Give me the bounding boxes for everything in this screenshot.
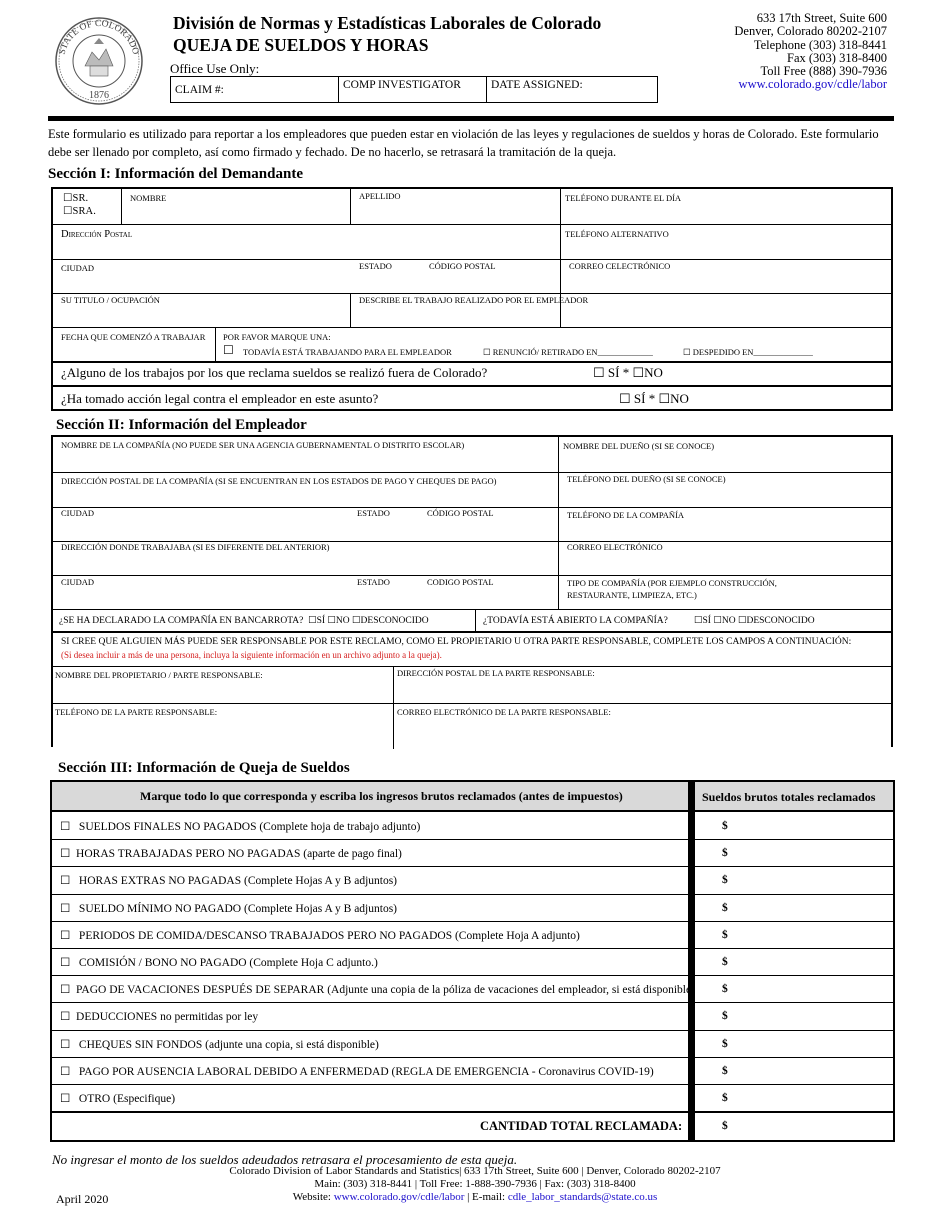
section1-title: Sección I: Información del Demandante (48, 166, 303, 182)
claim-row-divider (50, 839, 895, 840)
alt-phone-field[interactable]: TELÉFONO ALTERNATIVO (565, 229, 669, 239)
page-title: División de Normas y Estadísticas Laborales de Colorado QUEJA DE SUELDOS Y HORAS (173, 13, 602, 55)
claim-amount-field[interactable]: $ (722, 1010, 728, 1023)
resigned-checkbox[interactable]: ☐ RENUNCIÓ/ RETIRADO EN_____________ (483, 347, 653, 357)
claim-field[interactable]: CLAIM #: (171, 77, 339, 102)
claim-type-checkbox[interactable]: ☐ HORAS TRABAJADAS PERO NO PAGADAS (aparte de pago final) (60, 848, 402, 861)
footer-email-link[interactable]: cdle_labor_standards@state.co.us (507, 1191, 658, 1203)
work-address-field[interactable]: DIRECCIÓN DONDE TRABAJABA (SI ES DIFERENTE DEL ANTERIOR) (61, 542, 330, 552)
state-seal-logo (54, 16, 144, 106)
agency-website-link[interactable]: www.colorado.gov/cdle/labor (738, 77, 887, 92)
header-divider (48, 116, 894, 121)
footer-phones: Main: (303) 318-8441 | Toll Free: 1-888-390-7936 | Fax: (303) 318-8400 (314, 1178, 636, 1190)
footer-note: No ingresar el monto de los sueldos adeudados retrasara el procesamiento de esta queja. (52, 1152, 518, 1167)
comp-investigator-field[interactable]: COMP INVESTIGATOR (339, 77, 487, 102)
claim-amount-field[interactable]: $ (722, 1064, 728, 1077)
responsible-email-field[interactable]: CORREO ELECTRÓNICO DE LA PARTE RESPONSABLE: (397, 707, 611, 717)
claim-amount-field[interactable]: $ (722, 1092, 728, 1104)
last-name-field[interactable]: APELLIDO (359, 191, 401, 201)
legal-action-question: ¿Ha tomado acción legal contra el empleador en este asunto? (61, 391, 379, 406)
outside-colorado-question: ¿Alguno de los trabajos por los que reclama sueldos se realizó fuera de Colorado? (61, 365, 488, 380)
owner-responsible-name-field[interactable]: NOMBRE DEL PROPIETARIO / PARTE RESPONSABLE: (55, 670, 263, 680)
claim-type-checkbox[interactable]: ☐ CHEQUES SIN FONDOS (adjunte una copia, si está disponible) (60, 1038, 379, 1051)
title-selector[interactable] (63, 192, 96, 218)
city-field[interactable]: CIUDAD (61, 263, 95, 273)
section2-title: Sección II: Información del Empleador (56, 417, 307, 433)
responsible-address-field[interactable]: DIRECCIÓN POSTAL DE LA PARTE RESPONSABLE: (397, 668, 595, 678)
form-date: April 2020 (56, 1192, 109, 1206)
office-use-box (170, 76, 658, 103)
sr-checkbox[interactable]: ☐SR. (63, 193, 89, 204)
employment-status-label: POR FAVOR MARQUE UNA: (223, 332, 331, 342)
claim-table-col2-header: Sueldos brutos totales reclamados (702, 790, 876, 804)
company-name-field[interactable]: NOMBRE DE LA COMPAÑÍA (NO PUEDE SER UNA AGENCIA GUBERNAMENTAL O DISTRITO ESCOLAR) (61, 440, 465, 450)
section2-form (51, 435, 893, 747)
claim-type-checkbox[interactable]: ☐ OTRO (Especifique) (60, 1093, 176, 1105)
company-address-field[interactable]: DIRECCIÓN POSTAL DE LA COMPAÑÍA (SI SE ENCUENTRAN EN LOS ESTADOS DE PAGO Y CHEQUES DE PAGO) (61, 476, 497, 486)
work-state-field[interactable]: ESTADO (357, 577, 390, 587)
total-claimed-amount[interactable]: $ (722, 1120, 728, 1132)
start-date-field[interactable]: FECHA QUE COMENZÓ A TRABAJAR (61, 332, 206, 342)
mailing-address-field[interactable]: Dirección Postal (61, 229, 133, 240)
date-assigned-field[interactable]: DATE ASSIGNED: (491, 79, 583, 91)
owner-phone-field[interactable]: TELÉFONO DEL DUEÑO (SI SE CONOCE) (567, 474, 726, 484)
responsible-phone-field[interactable]: TELÉFONO DE LA PARTE RESPONSABLE: (55, 707, 218, 717)
claim-type-checkbox[interactable]: ☐ DEDUCCIONES no permitidas por ley (60, 1011, 259, 1024)
claim-amount-field[interactable]: $ (722, 847, 728, 860)
claim-amount-field[interactable]: $ (722, 983, 728, 996)
claim-amount-field[interactable]: $ (722, 820, 728, 832)
claim-amount-field[interactable]: $ (722, 928, 728, 941)
claim-amount-field[interactable]: $ (722, 956, 728, 968)
claim-type-checkbox[interactable]: ☐ SUELDO MÍNIMO NO PAGADO (Complete Hojas A y B adjuntos) (60, 902, 397, 915)
footer-contact: Website: www.colorado.gov/cdle/labor | E-mail: cdle_labor_standards@state.co.us (292, 1191, 658, 1203)
bankruptcy-question[interactable]: ¿SE HA DECLARADO LA COMPAÑÍA EN BANCARROTA? ☐SÍ ☐NO ☐DESCONOCIDO (59, 616, 429, 626)
claim-row-divider (50, 975, 895, 976)
agency-address: 633 17th Street, Suite 600 Denver, Colorado 80202-2107 Telephone (303) 318-8441 Fax (303) 318-8400 Toll Free (888) 390-7936 www.colorado.gov/cdle/labor (734, 11, 887, 92)
claim-row-divider (50, 1030, 895, 1031)
owner-name-field[interactable]: NOMBRE DEL DUEÑO (SI SE CONOCE) (563, 441, 715, 451)
company-zip-field[interactable]: CÓDIGO POSTAL (427, 508, 494, 518)
intro-paragraph: Este formulario es utilizado para reportar a los empleadores que pueden estar en violación de las leyes y regulaciones de sueldos y horas de Colorado. Este formulario debe ser llenado por completo, así como firmado y fechado. De no hacerlo, se retrasará la tramitación de la queja. (48, 127, 879, 159)
company-state-field[interactable]: ESTADO (357, 508, 390, 518)
first-name-field[interactable]: NOMBRE (130, 193, 167, 203)
claim-type-checkbox[interactable]: ☐ PERIODOS DE COMIDA/DESCANSO TRABAJADOS PERO NO PAGADOS (Complete Hoja A adjunto) (60, 929, 580, 942)
claim-table-col1-header: Marque todo lo que corresponda y escriba los ingresos brutos reclamados (antes de impuestos) (140, 789, 623, 803)
section1-form (51, 187, 893, 411)
claim-type-checkbox[interactable]: ☐ PAGO POR AUSENCIA LABORAL DEBIDO A ENFERMEDAD (REGLA DE EMERGENCIA - Coronavirus COVID-19) (60, 1065, 654, 1078)
claim-amount-field[interactable]: $ (722, 901, 728, 914)
seal-year: 1876 (89, 90, 109, 101)
outside-colorado-answer[interactable]: ☐ SÍ * ☐NO (593, 365, 663, 380)
company-type-field[interactable]: TIPO DE COMPAÑÍA (POR EJEMPLO CONSTRUCCIÓN, RESTAURANTE, LIMPIEZA, ETC.) (567, 578, 777, 600)
legal-action-answer[interactable]: ☐ SÍ * ☐NO (619, 391, 689, 406)
work-city-field[interactable]: CIUDAD (61, 577, 95, 587)
claim-type-checkbox[interactable]: ☐ PAGO DE VACACIONES DESPUÉS DE SEPARAR (Adjunte una copia de la póliza de vacaciones del empleador, si está disponible) (60, 984, 695, 997)
total-claimed-label: CANTIDAD TOTAL RECLAMADA: (480, 1119, 683, 1133)
fired-checkbox[interactable]: ☐ DESPEDIDO EN______________ (683, 347, 813, 357)
company-email-field[interactable]: CORREO ELECTRÓNICO (567, 542, 663, 552)
state-field[interactable]: ESTADO (359, 261, 392, 271)
responsible-party-note: SI CREE QUE ALGUIEN MÁS PUEDE SER RESPONSABLE POR ESTE RECLAMO, COMO EL PROPIETARIO U OTRA PARTE RESPONSABLE, COMPLETE LOS CAMPOS A CONTINUACIÓN: (61, 637, 852, 647)
still-working-checkbox[interactable]: ☐ (223, 343, 234, 357)
claim-type-checkbox[interactable]: ☐ SUELDOS FINALES NO PAGADOS (Complete hoja de trabajo adjunto) (60, 821, 421, 833)
claim-row-divider (50, 1084, 895, 1085)
company-open-question[interactable]: ¿TODAVÍA ESTÁ ABIERTO LA COMPAÑÍA? ☐SÍ ☐NO ☐DESCONOCIDO (483, 616, 815, 626)
still-working-label: TODAVÍA ESTÁ TRABAJANDO PARA EL EMPLEADOR (243, 347, 452, 357)
claim-row-divider (50, 866, 895, 867)
claim-type-checkbox[interactable]: ☐ HORAS EXTRAS NO PAGADAS (Complete Hojas A y B adjuntos) (60, 875, 398, 888)
claim-amount-field[interactable]: $ (722, 1037, 728, 1050)
email-field[interactable]: CORREO CELECTRÓNICO (569, 261, 671, 271)
claim-amount-field[interactable]: $ (722, 874, 728, 887)
work-description-field[interactable]: DESCRIBE EL TRABAJO REALIZADO POR EL EMPLEADOR (359, 295, 589, 305)
company-phone-field[interactable]: TELÉFONO DE LA COMPAÑÍA (567, 510, 685, 520)
footer-address: Colorado Division of Labor Standards and Statistics| 633 17th Street, Suite 600 | Denver, Colorado 80202-2107 (229, 1165, 721, 1177)
claim-row-divider (50, 894, 895, 895)
claim-row-divider (50, 948, 895, 949)
seal-text: STATE OF COLORADO (57, 18, 141, 56)
company-city-field[interactable]: CIUDAD (61, 508, 95, 518)
claim-row-divider (50, 1057, 895, 1058)
claim-type-checkbox[interactable]: ☐ COMISIÓN / BONO NO PAGADO (Complete Hoja C adjunto.) (60, 957, 378, 969)
office-use-label: Office Use Only: (170, 61, 260, 76)
occupation-field[interactable]: SU TITULO / OCUPACIÓN (61, 295, 160, 305)
sra-checkbox[interactable]: ☐SRA. (63, 206, 96, 217)
claim-row-divider (50, 1002, 895, 1003)
work-zip-field[interactable]: CODIGO POSTAL (427, 577, 494, 587)
wage-claim-table (50, 780, 895, 1142)
section3-title: Sección III: Información de Queja de Sueldos (58, 760, 350, 776)
footer-website-link[interactable]: www.colorado.gov/cdle/labor (333, 1191, 465, 1203)
claim-row-divider (50, 921, 895, 922)
daytime-phone-field[interactable]: TELÉFONO DURANTE EL DÍA (565, 193, 682, 203)
zip-field[interactable]: CÓDIGO POSTAL (429, 261, 496, 271)
responsible-party-red-note: (Si desea incluir a más de una persona, incluya la siguiente información en un archivo adjunto a la queja). (61, 650, 442, 660)
